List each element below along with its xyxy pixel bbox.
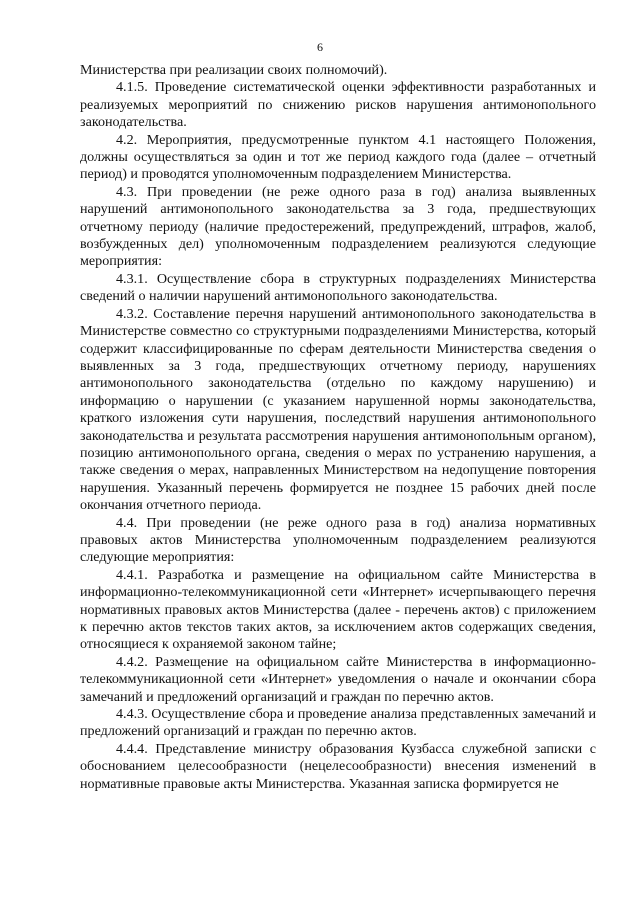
paragraph-4-2: 4.2. Мероприятия, предусмотренные пунктом 4.1 настоящего Положения, должны осуществляться за один и тот же период каждого года (далее – отчетный период) и проводятся уполномоченным подразделением Министерства. [80,131,596,183]
paragraph-4-4-3: 4.4.3. Осуществление сбора и проведение анализа представленных замечаний и предложений организаций и граждан по перечню актов. [80,706,596,740]
paragraph-4-3-2: 4.3.2. Составление перечня нарушений антимонопольного законодательства в Министерстве совместно со структурными подразделениями Министерства, который содержит классифицированные по сферам деятельности Министерства сведения о выявленных за 3 года, предшествующих отчетному периоду, нарушениях антимонопольного законодательства (отдельно по каждому нарушению) и информацию о нарушении (с указанием нарушенной нормы законодательства, краткого изложения сути нарушения, последствий нарушения антимонопольного законодательства и результата рассмотрения нарушения антимонопольным органом), позицию антимонопольного органа, сведения о мерах по устранению нарушения, а также сведения о мерах, направленных Министерством на недопущение повторения нарушения. Указанный перечень формируется не позднее 15 рабочих дней после окончания отчетного периода. [80,305,596,514]
paragraph-4-1-5: 4.1.5. Проведение систематической оценки эффективности разработанных и реализуемых мероприятий по снижению рисков нарушения антимонопольного законодательства. [80,79,596,131]
paragraph-4-4-2: 4.4.2. Размещение на официальном сайте Министерства в информационно-телекоммуникационной сети «Интернет» уведомления о начале и окончании сбора замечаний и предложений организаций и граждан по перечню актов. [80,653,596,705]
paragraph-4-3: 4.3. При проведении (не реже одного раза в год) анализа выявленных нарушений антимонопольного законодательства за 3 года, предшествующих отчетному периоду (наличие предостережений, предупреждений, штрафов, жалоб, возбужденных дел) уполномоченным подразделением реализуются следующие мероприятия: [80,183,596,270]
page-number: 6 [317,40,323,54]
paragraph-continuation: Министерства при реализации своих полномочий). [80,62,388,78]
paragraph-4-4: 4.4. При проведении (не реже одного раза в год) анализа нормативных правовых актов Министерства уполномоченным подразделением реализуются следующие мероприятия: [80,514,596,566]
paragraph-4-4-1: 4.4.1. Разработка и размещение на официальном сайте Министерства в информационно-телекоммуникационной сети «Интернет» исчерпывающего перечня нормативных правовых актов Министерства (далее - перечень актов) с приложением к перечню актов текстов таких актов, за исключением актов содержащих сведения, относящиеся к охраняемой законом тайне; [80,566,596,653]
paragraph-4-3-1: 4.3.1. Осуществление сбора в структурных подразделениях Министерства сведений о наличии нарушений антимонопольного законодательства. [80,270,596,305]
document-body [80,62,596,793]
paragraph-4-4-4: 4.4.4. Представление министру образования Кузбасса служебной записки с обоснованием целесообразности (нецелесообразности) внесения изменений в нормативные правовые акты Министерства. Указанная записка формируется не [80,740,596,792]
